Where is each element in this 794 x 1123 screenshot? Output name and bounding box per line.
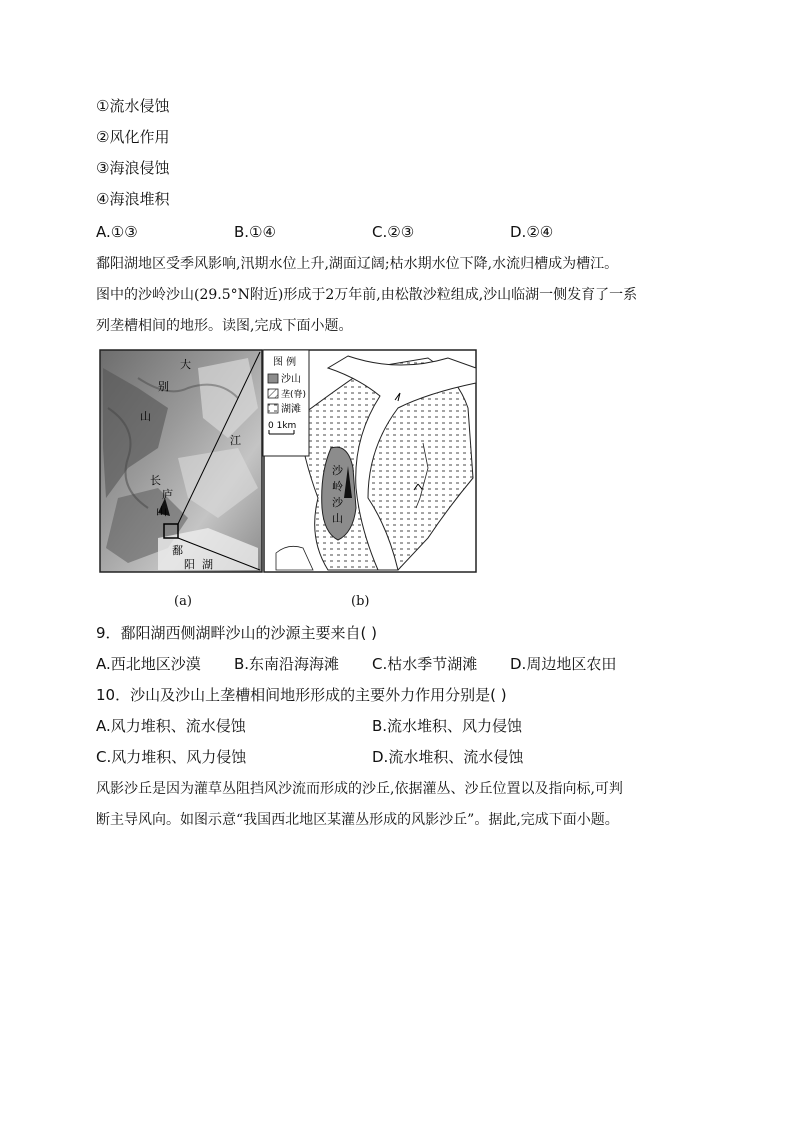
scale-label: 0 1km (268, 421, 297, 431)
label-lu: 庐 (162, 488, 173, 501)
label-shan-dabie: 山 (140, 410, 151, 423)
label-po: 鄱 (172, 544, 183, 557)
option-c: C.②③ (372, 223, 415, 241)
map-a-satellite (100, 350, 262, 572)
label-shan-lu: 山 (156, 505, 167, 518)
q9-option-b: B.东南沿海海滩 (234, 655, 340, 673)
legend-lake-beach: 湖滩 (281, 404, 301, 415)
caption-b: (b) (351, 594, 370, 609)
statement-item-1: ①流水侵蚀 (96, 97, 170, 115)
label-hu: 湖 (202, 558, 213, 571)
label-yang: 阳 (184, 558, 195, 571)
label-chang: 长 (150, 474, 161, 487)
q9-option-a: A.西北地区沙漠 (96, 655, 201, 673)
label-da: 大 (180, 358, 191, 371)
q10-option-d: D.流水堆积、流水侵蚀 (372, 748, 524, 766)
legend-sand-mountain: 沙山 (281, 374, 301, 385)
statement-item-3: ③海浪侵蚀 (96, 159, 170, 177)
q10-option-a: A.风力堆积、流水侵蚀 (96, 717, 246, 735)
question-10-stem: 10．沙山及沙山上垄槽相间地形形成的主要外力作用分别是( ) (96, 686, 507, 704)
sand-label-3: 沙 (332, 496, 343, 509)
q10-option-b: B.流水堆积、风力侵蚀 (372, 717, 523, 735)
statement-item-4: ④海浪堆积 (96, 190, 170, 208)
sand-label-2: 岭 (332, 480, 343, 493)
option-a: A.①③ (96, 223, 138, 241)
question-9-stem: 9．鄱阳湖西侧湖畔沙山的沙源主要来自( ) (96, 624, 378, 642)
caption-a: (a) (174, 594, 192, 609)
q9-option-d: D.周边地区农田 (510, 655, 617, 673)
passage1-line-3: 列垄槽相间的地形。读图,完成下面小题。 (96, 318, 353, 334)
passage1-line-2: 图中的沙岭沙山(29.5°N附近)形成于2万年前,由松散沙粒组成,沙山临湖一侧发育了一系 (96, 287, 638, 303)
sand-label-1: 沙 (332, 464, 343, 477)
label-jiang: 江 (230, 434, 241, 447)
legend-ridge: 垄(脊) (281, 390, 307, 400)
q9-option-c: C.枯水季节湖滩 (372, 655, 478, 673)
option-d: D.②④ (510, 223, 554, 241)
statement-item-2: ②风化作用 (96, 128, 170, 146)
option-b: B.①④ (234, 223, 276, 241)
passage2-line-1: 风影沙丘是因为灌草丛阻挡风沙流而形成的沙丘,依据灌丛、沙丘位置以及指向标,可判 (96, 781, 623, 797)
sand-label-4: 山 (332, 512, 343, 525)
label-bie: 别 (158, 380, 169, 393)
legend-title: 图 例 (273, 357, 297, 368)
passage1-line-1: 鄱阳湖地区受季风影响,汛期水位上升,湖面辽阔;枯水期水位下降,水流归槽成为槽江。 (96, 256, 619, 272)
q10-option-c: C.风力堆积、风力侵蚀 (96, 748, 247, 766)
passage2-line-2: 断主导风向。如图示意“我国西北地区某灌丛形成的风影沙丘”。据此,完成下面小题。 (96, 812, 619, 828)
figure-poyang (98, 348, 478, 576)
